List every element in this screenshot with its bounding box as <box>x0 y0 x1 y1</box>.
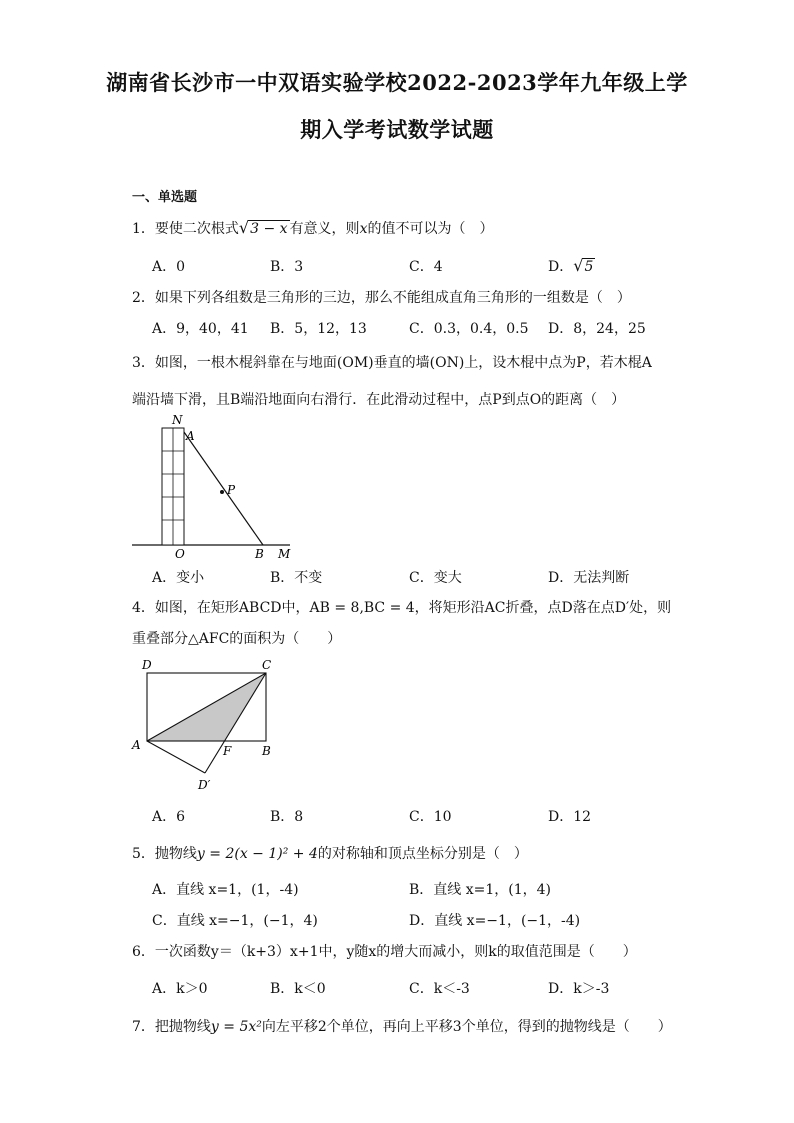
q1-option-a[interactable]: A．0 <box>152 259 186 275</box>
question-3-line-2: 端沿墙下滑，且B端沿地面向右滑行．在此滑动过程中，点P到点O的距离（ ） <box>132 392 626 408</box>
q2-option-b[interactable]: B．5，12，13 <box>270 321 367 337</box>
question-6: 6．一次函数y＝（k+3）x+1中，y随x的增大而减小，则k的取值范围是（ ） <box>132 944 637 960</box>
label-o: O <box>175 547 185 561</box>
q3-option-b[interactable]: B．不变 <box>270 570 323 586</box>
question-4-line-2: 重叠部分△AFC的面积为（ ） <box>132 631 342 647</box>
q5-option-c[interactable]: C．直线 x=−1，(−1，4) <box>152 913 318 929</box>
label-b: B <box>255 547 264 561</box>
title-line-1: 湖南省长沙市一中双语实验学校2022-2023学年九年级上学 <box>106 70 688 95</box>
q2-option-d[interactable]: D．8，24，25 <box>548 321 646 337</box>
q1-option-d[interactable] <box>548 256 595 276</box>
label-d: D <box>142 658 152 672</box>
q2-option-a[interactable]: A．9，40，41 <box>152 321 249 337</box>
fold-a-dprime <box>147 741 205 773</box>
q1-option-b[interactable]: B．3 <box>270 259 304 275</box>
q1-number: 1． <box>132 221 155 237</box>
q4-option-a[interactable]: A．6 <box>152 809 186 825</box>
stick <box>184 432 263 545</box>
label-a: A <box>186 429 195 443</box>
q5-option-b[interactable]: B．直线 x=1，(1，4) <box>409 882 552 898</box>
q1-post: 的值不可以为（ ） <box>367 221 494 237</box>
q1-var: x <box>359 221 368 237</box>
label-m: M <box>278 547 291 561</box>
q5-option-a[interactable]: A．直线 x=1，(1，-4) <box>152 882 299 898</box>
q4-option-d[interactable]: D．12 <box>548 809 592 825</box>
label-c: C <box>262 658 272 672</box>
q3-option-d[interactable]: D．无法判断 <box>548 570 630 586</box>
question-5 <box>132 843 528 863</box>
midpoint-p <box>220 490 224 494</box>
question-4-line-1: 4．如图，在矩形ABCD中，AB = 8,BC = 4，将矩形沿AC折叠，点D落在点D′处，则 <box>132 600 672 616</box>
q1-option-c[interactable]: C．4 <box>409 259 443 275</box>
question-2: 2．如果下列各组数是三角形的三边，那么不能组成直角三角形的一组数是（ ） <box>132 290 631 306</box>
q6-option-b[interactable]: B．k＜0 <box>270 981 326 997</box>
q4-figure <box>130 655 290 795</box>
q7-formula: y = 5x² <box>210 1019 262 1035</box>
q3-option-c[interactable]: C．变大 <box>409 570 462 586</box>
q7-pre: 7．把抛物线 <box>132 1019 211 1035</box>
q5-post: 的对称轴和顶点坐标分别是（ ） <box>317 846 528 862</box>
question-7 <box>132 1016 672 1036</box>
q1-mid: 有意义，则 <box>289 221 360 237</box>
q6-option-d[interactable]: D．k＞-3 <box>548 981 610 997</box>
q1-pre: 要使二次根式 <box>154 221 239 237</box>
sqrt-symbol: √ <box>238 218 250 237</box>
label-b: B <box>262 744 271 758</box>
title-line-2: 期入学考试数学试题 <box>300 117 494 142</box>
label-p: P <box>227 483 236 497</box>
q4-option-b[interactable]: B．8 <box>270 809 304 825</box>
section-heading: 一、单选题 <box>132 190 198 205</box>
question-3-line-1: 3．如图，一根木棍斜靠在与地面(OM)垂直的墙(ON)上，设木棍中点为P，若木棍A <box>132 355 652 371</box>
q2-option-c[interactable]: C．0.3，0.4，0.5 <box>409 321 529 337</box>
label-dprime: D′ <box>198 778 211 792</box>
q5-pre: 5．抛物线 <box>132 846 197 862</box>
q7-post: 向左平移2个单位，再向上平移3个单位，得到的抛物线是（ ） <box>261 1019 672 1035</box>
q5-formula: y = 2(x − 1)² + 4 <box>196 846 318 862</box>
q3-figure <box>130 410 300 565</box>
q1-option-d-label: D． <box>548 259 574 275</box>
q6-option-a[interactable]: A．k＞0 <box>152 981 208 997</box>
q3-option-a[interactable]: A．变小 <box>152 570 205 586</box>
sqrt-symbol: √ <box>573 256 584 275</box>
q1-radicand: 3 − x <box>250 221 288 237</box>
label-n: N <box>172 413 183 427</box>
q4-option-c[interactable]: C．10 <box>409 809 452 825</box>
q5-option-d[interactable]: D．直线 x=−1，(−1，-4) <box>409 913 581 929</box>
label-f: F <box>223 744 232 758</box>
q6-option-c[interactable]: C．k＜-3 <box>409 981 470 997</box>
question-1 <box>132 218 493 238</box>
label-a: A <box>132 738 141 752</box>
q1-option-d-radicand: 5 <box>584 259 594 275</box>
